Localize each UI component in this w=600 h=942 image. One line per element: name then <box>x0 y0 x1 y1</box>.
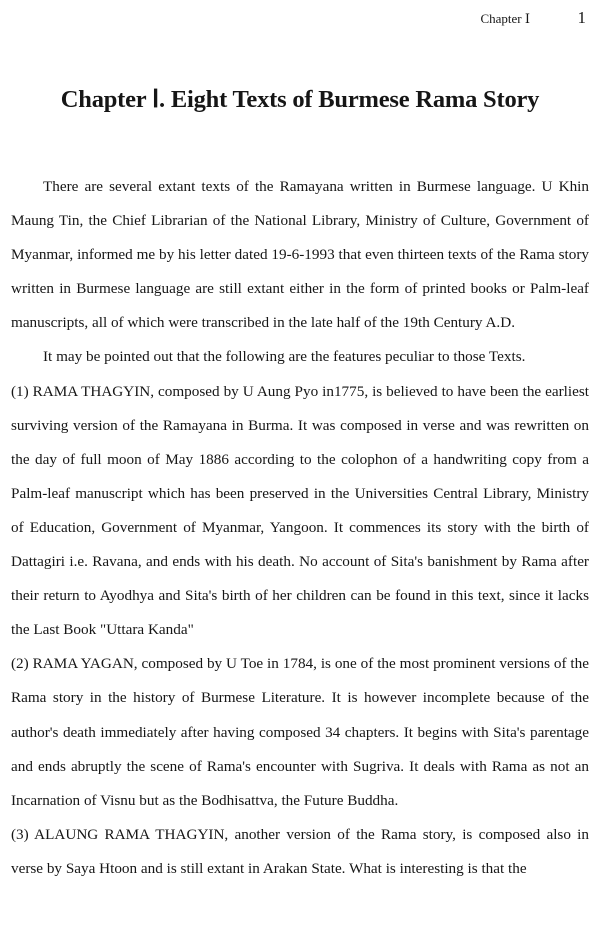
page-number: 1 <box>577 8 586 27</box>
paragraph-item-3: (3) ALAUNG RAMA THAGYIN, another version of the Rama story, is composed also in verse by Saya Htoon and is still extant in Arakan State. What is interesting is that the <box>11 825 589 877</box>
paragraph-item-1: (1) RAMA THAGYIN, composed by U Aung Pyo in1775, is believed to have been the earliest surviving version of the Ramayana in Burma. It was composed in verse and was rewritten on the day of full moon of May 1886 according to the colophon of a handwriting copy from a Palm-leaf manuscript which has been preserved in the Universities Central Library, Ministry of Education, Government of Myanmar, Yangoon. It commences its story with the birth of Dattagiri i.e. Ravana, and ends with his death. No account of Sita's banishment by Rama after their return to Ayodhya and Sita's birth of her children can be found in this text, since it lacks the Last Book "Uttara Kanda" <box>11 382 589 639</box>
running-header <box>0 8 600 30</box>
paragraph-intro: There are several extant texts of the Ramayana written in Burmese language. U Khin Maung Tin, the Chief Librarian of the National Library, Ministry of Culture, Government of Myanmar, informed me by his letter dated 19-6-1993 that even thirteen texts of the Rama story written in Burmese language are still extant either in the form of printed books or Palm-leaf manuscripts, all of which were transcribed in the late half of the 19th Century A.D. <box>11 178 589 332</box>
body-text <box>11 170 589 886</box>
paragraph-features-lead: It may be pointed out that the following are the features peculiar to those Texts. <box>43 348 526 366</box>
running-header-title: Chapter Ⅰ <box>480 11 530 26</box>
chapter-title: Chapter Ⅰ. Eight Texts of Burmese Rama Story <box>60 86 540 113</box>
paragraph-item-2: (2) RAMA YAGAN, composed by U Toe in 1784, is one of the most prominent versions of the Rama story in the history of Burmese Literature. It is however incomplete because of the author's death immediately after having composed 34 chapters. It begins with Sita's parentage and ends abruptly the scene of Rama's encounter with Sugriva. It deals with Rama as not an Incarnation of Visnu but as the Bodhisattva, the Future Buddha. <box>11 655 589 809</box>
